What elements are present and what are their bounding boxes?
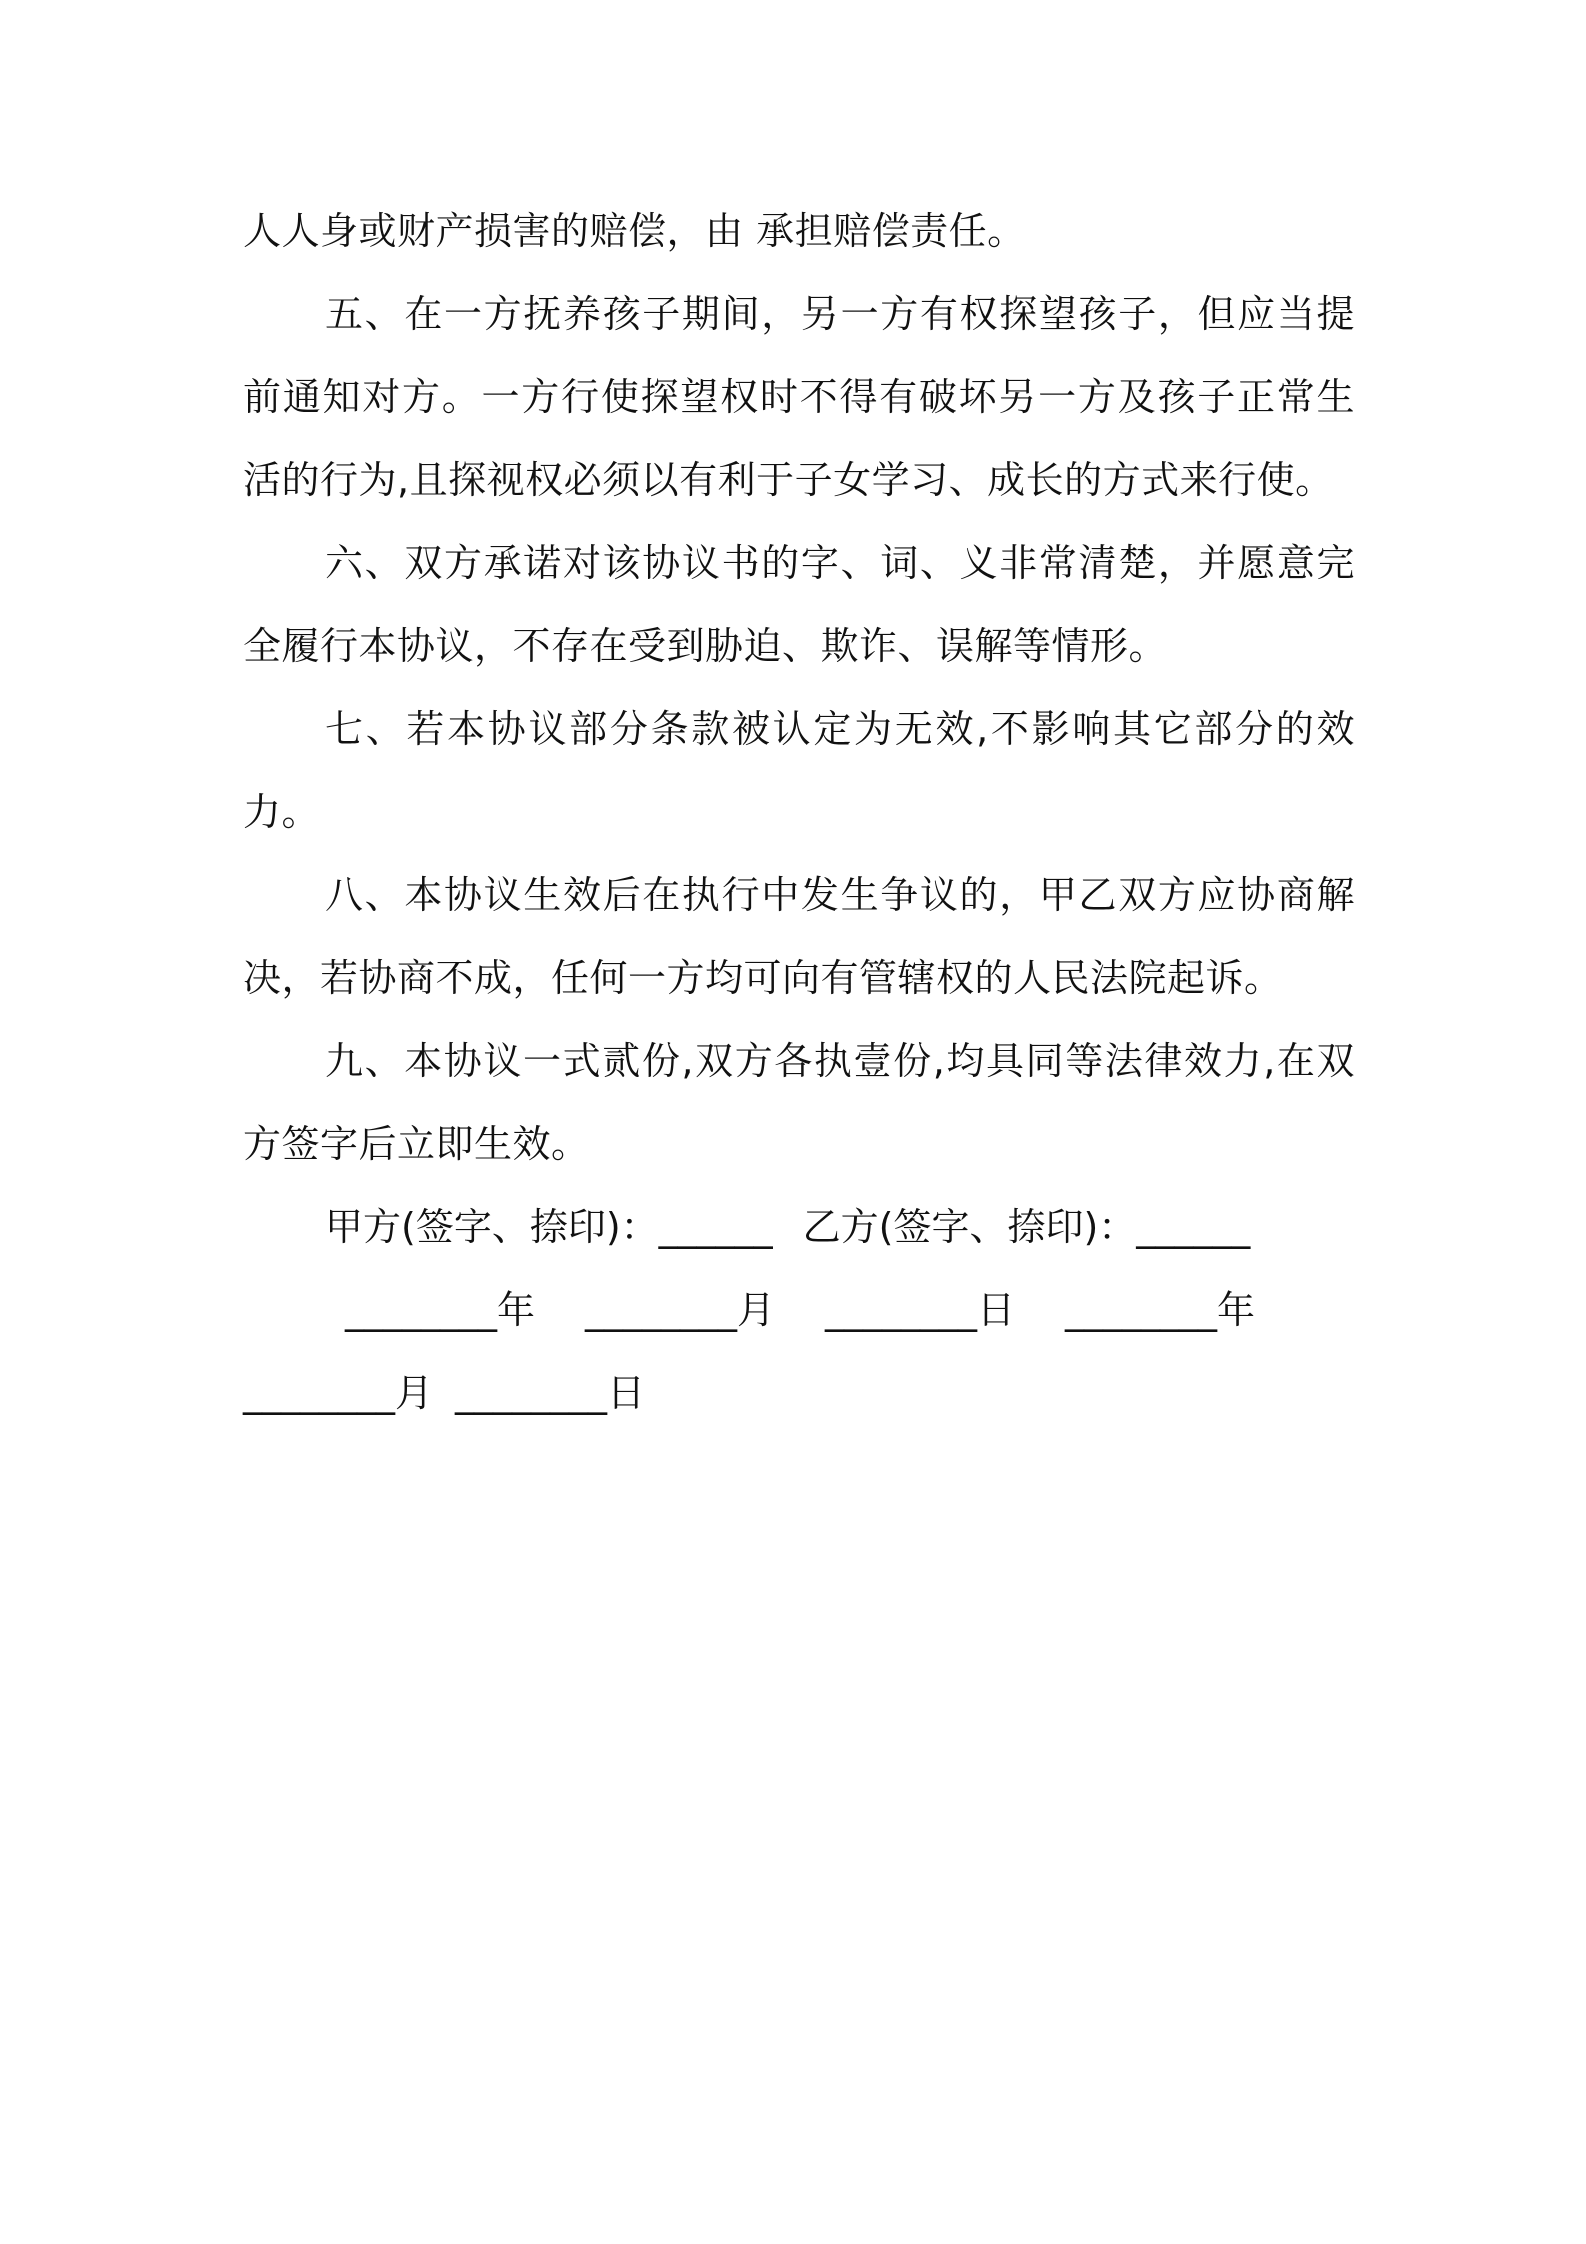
- party-a-date-month: ________月: [585, 1288, 776, 1332]
- party-b-date-day: ________日: [455, 1371, 646, 1415]
- paragraph-clause-9: 九、本协议一式贰份,双方各执壹份,均具同等法律效力,在双方签字后立即生效。: [243, 1039, 1355, 1166]
- party-b-signature: 乙方(签字、捺印)：______: [802, 1205, 1251, 1249]
- party-b-date-year: ________年: [1065, 1288, 1256, 1332]
- party-a-date-year: ________年: [345, 1288, 536, 1332]
- paragraph-clause-5: 五、在一方抚养孩子期间，另一方有权探望孩子，但应当提前通知对方。一方行使探望权时不得有破坏另一方及孩子正常生活的行为,且探视权必须以有利于子女学习、成长的方式来行使。: [243, 292, 1355, 502]
- date-line-2: [243, 1352, 1355, 1435]
- document-body: [243, 190, 1355, 1435]
- paragraph-clause-8: 八、本协议生效后在执行中发生争议的，甲乙双方应协商解决，若协商不成，任何一方均可向有管辖权的人民法院起诉。: [243, 873, 1355, 1000]
- date-line-1: [243, 1269, 1355, 1352]
- party-b-date-month: ________月: [243, 1371, 434, 1415]
- party-a-date-day: ________日: [825, 1288, 1016, 1332]
- paragraph-clause-4-continued: 人人身或财产损害的赔偿，由 承担赔偿责任。: [243, 209, 1026, 253]
- paragraph-clause-6: 六、双方承诺对该协议书的字、词、义非常清楚，并愿意完全履行本协议，不存在受到胁迫、欺诈、误解等情形。: [243, 541, 1355, 668]
- signature-line: [243, 1186, 1355, 1269]
- paragraph-clause-7: 七、若本协议部分条款被认定为无效,不影响其它部分的效力。: [243, 707, 1355, 834]
- party-a-signature: 甲方(签字、捺印)：______: [325, 1205, 773, 1249]
